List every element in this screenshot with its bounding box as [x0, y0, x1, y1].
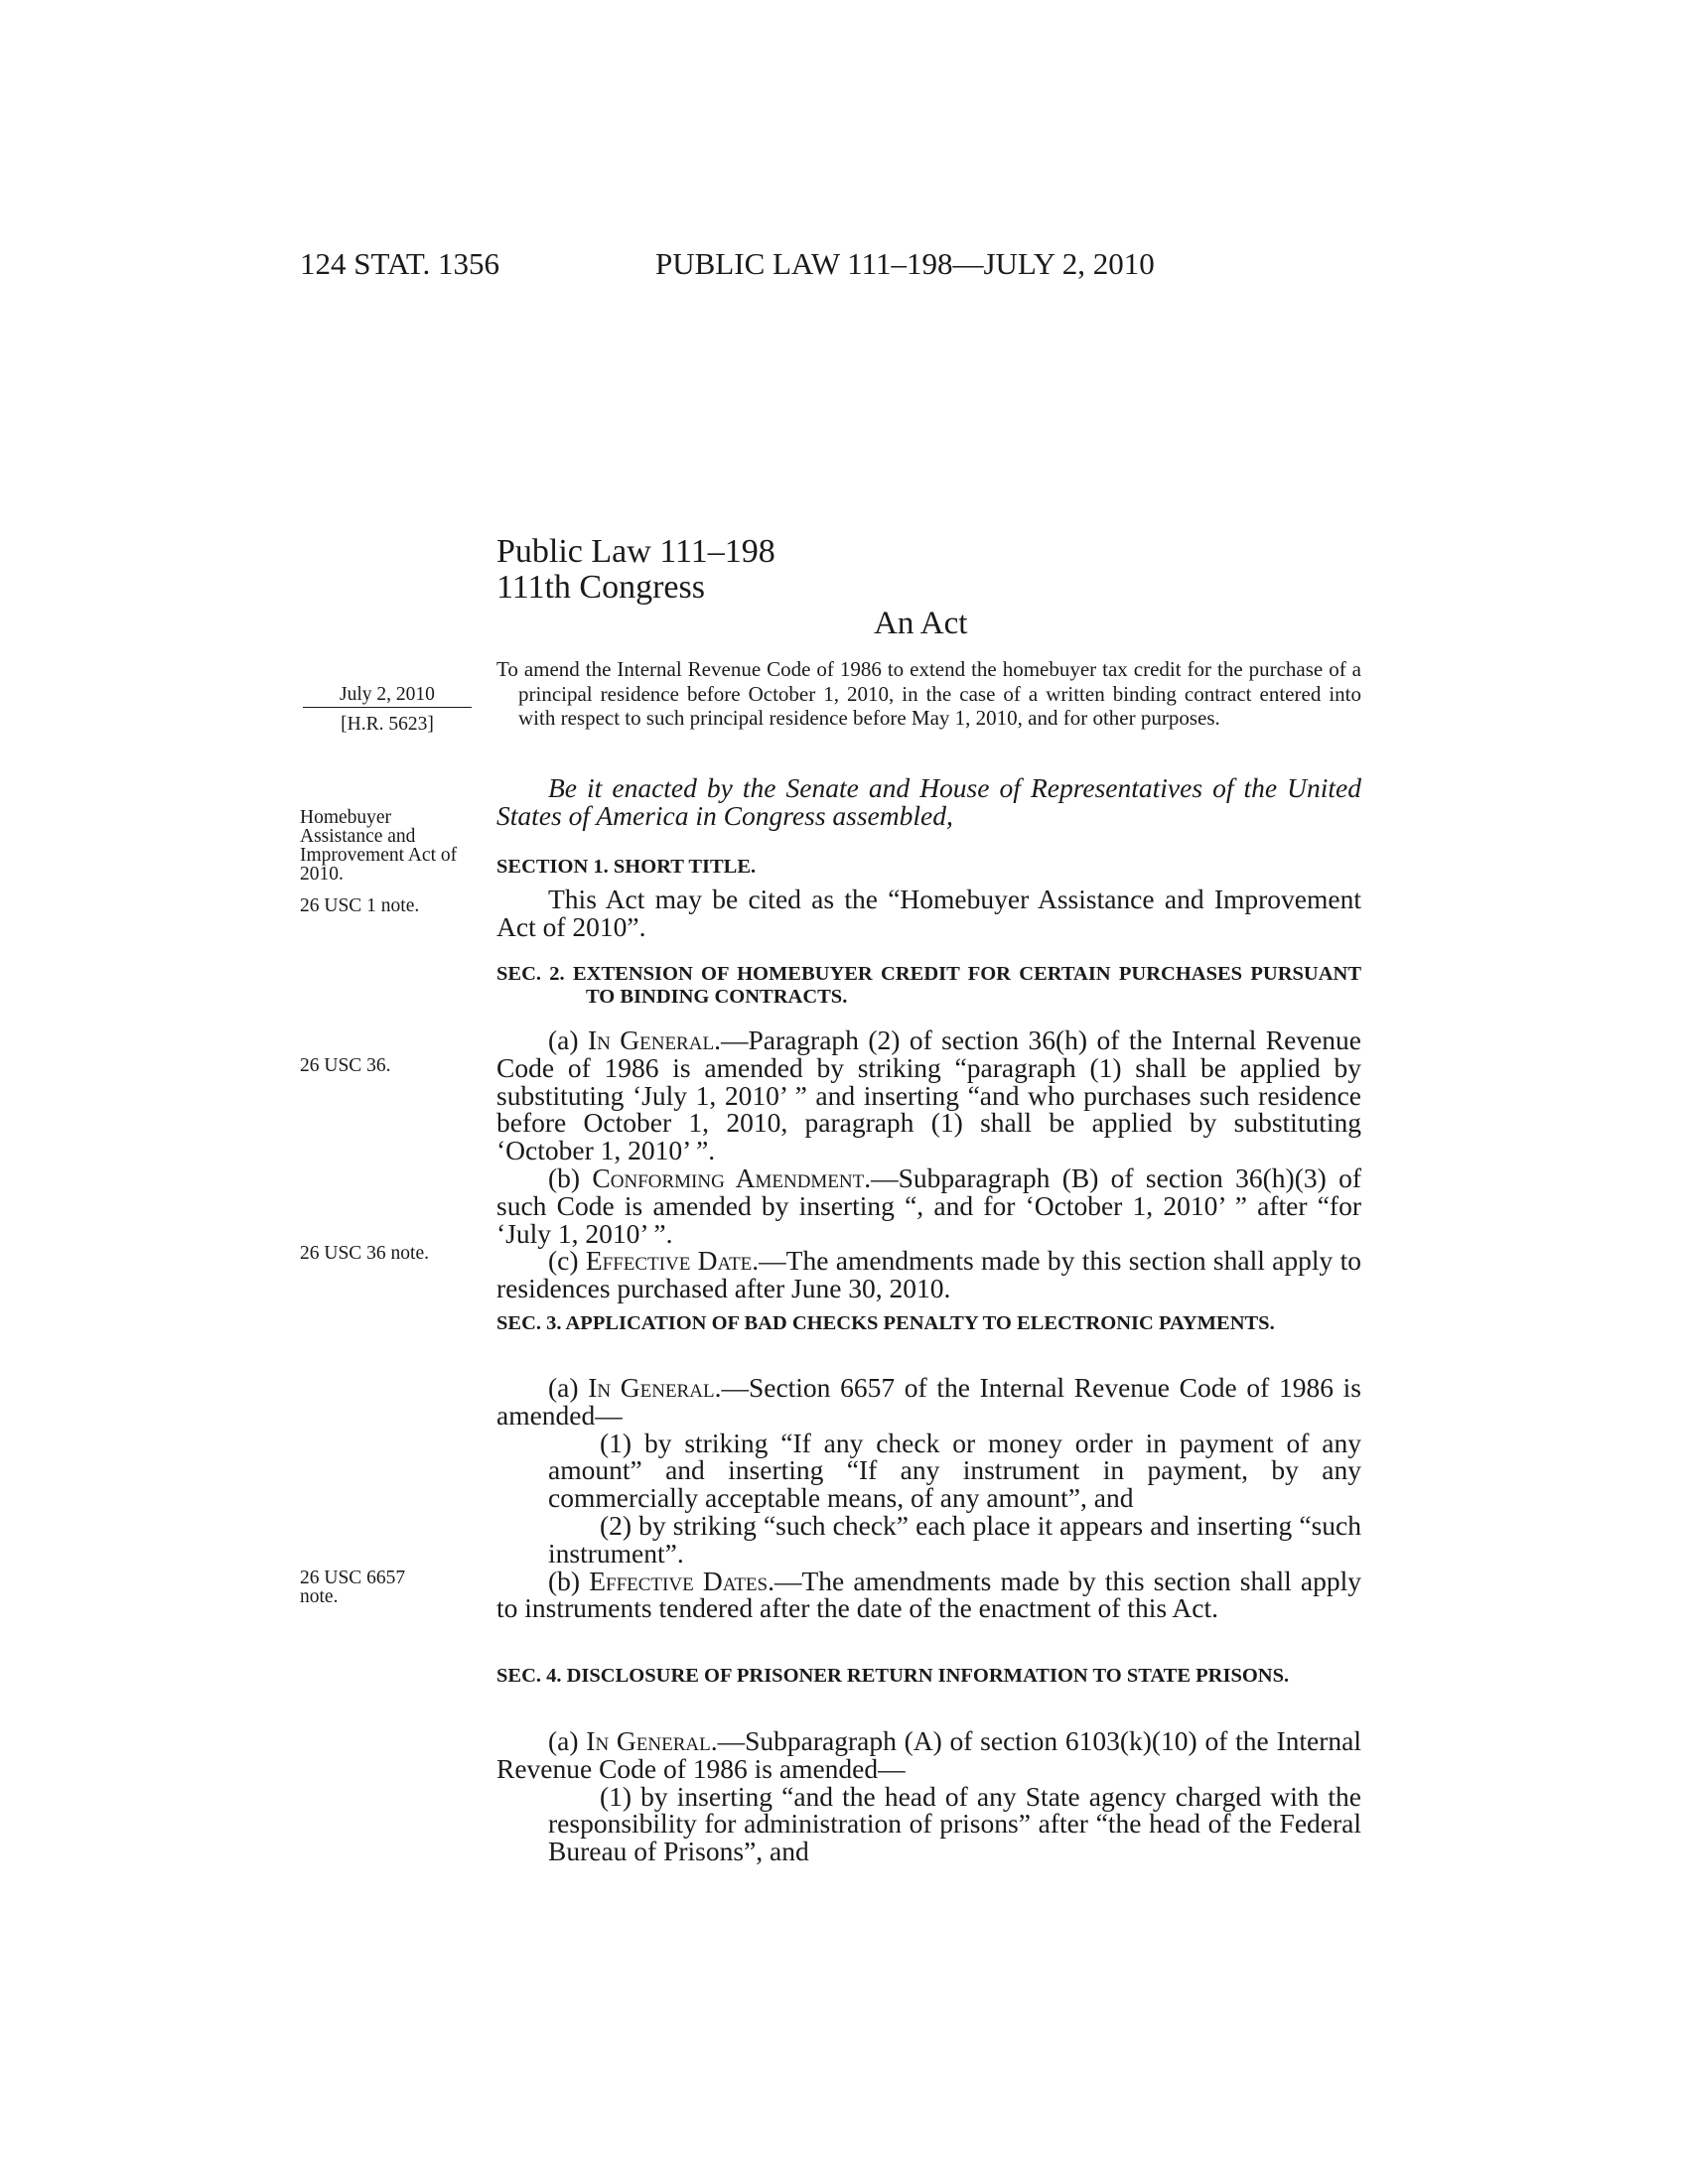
- section-3-subsection-b: (b) Effective Dates.—The amendments made by this section shall apply to instruments tendered after the date of the enactment of this Act.: [496, 1565, 1361, 1624]
- section-1-heading: SECTION 1. SHORT TITLE.: [496, 856, 757, 878]
- section-3-body: [496, 1374, 1361, 1622]
- section-4-heading: SEC. 4. DISCLOSURE OF PRISONER RETURN INFORMATION TO STATE PRISONS.: [496, 1665, 1290, 1687]
- enacting-clause: Be it enacted by the Senate and House of Representatives of the United States of America in Congress assembled,: [496, 772, 1361, 831]
- section-2-heading: SEC. 2. EXTENSION OF HOMEBUYER CREDIT FOR CERTAIN PURCHASES PURSUANT TO BINDING CONTRACTS.: [496, 963, 1361, 1008]
- section-2-subsection-a: (a) In General.—Paragraph (2) of section 36(h) of the Internal Revenue Code of 1986 is amended by striking “paragraph (1) shall be applied by substituting ‘July 1, 2010’ ” and inserting “and who purchases such residence before October 1, 2010, paragraph (1) shall be applied by substituting ‘October 1, 2010’ ”.: [496, 1024, 1361, 1166]
- section-4-subsection-a: (a) In General.—Subparagraph (A) of section 6103(k)(10) of the Internal Revenue Code of 1986 is amended—: [496, 1725, 1361, 1784]
- enacting-clause-block: [496, 774, 1361, 830]
- margin-usc-36-note: 26 USC 36 note.: [300, 1243, 430, 1264]
- margin-short-title: Homebuyer Assistance and Improvement Act of 2010.: [300, 807, 458, 885]
- stat-citation: 124 STAT. 1356: [300, 246, 500, 281]
- section-3-paragraph-2: (2) by striking “such check” each place it appears and inserting “such instrument”.: [548, 1509, 1361, 1569]
- margin-usc-6657-note: 26 USC 6657 note.: [300, 1568, 406, 1607]
- section-1-text: This Act may be cited as the “Homebuyer Assistance and Improvement Act of 2010”.: [496, 884, 1361, 942]
- section-3-paragraph-1: (1) by striking “If any check or money order in payment of any amount” and inserting “If any instrument in payment, by any commercially acceptable means, of any amount”, and: [548, 1427, 1361, 1514]
- section-2-subsection-b: (b) Conforming Amendment.—Subparagraph (B) of section 36(h)(3) of such Code is amended by inserting “, and for ‘October 1, 2010’ ” after “for ‘July 1, 2010’ ”.: [496, 1161, 1361, 1249]
- law-number: Public Law 111–198: [496, 533, 775, 570]
- margin-divider: [303, 707, 472, 708]
- section-3-heading: SEC. 3. APPLICATION OF BAD CHECKS PENALTY TO ELECTRONIC PAYMENTS.: [496, 1312, 1275, 1334]
- section-2-subsection-c: (c) Effective Date.—The amendments made by this section shall apply to residences purchased after June 30, 2010.: [496, 1245, 1361, 1304]
- section-2-body: [496, 1026, 1361, 1302]
- margin-usc-1-note: 26 USC 1 note.: [300, 895, 420, 916]
- act-label: An Act: [874, 606, 968, 641]
- margin-bill-number: [H.R. 5623]: [341, 714, 434, 735]
- long-title: To amend the Internal Revenue Code of 1986 to extend the homebuyer tax credit for the purchase of a principal residence before October 1, 2010, in the case of a written binding contract entered into with respect to such principal residence before May 1, 2010, and for other purposes.: [496, 657, 1361, 731]
- section-3-heading-block: [496, 1312, 1361, 1335]
- section-3-subsection-a: (a) In General.—Section 6657 of the Internal Revenue Code of 1986 is amended—: [496, 1372, 1362, 1431]
- section-1: [496, 856, 1361, 879]
- section-2-heading-block: [496, 963, 1361, 1009]
- section-4-heading-block: [496, 1665, 1361, 1688]
- congress: 111th Congress: [496, 569, 705, 606]
- section-4-paragraph-1: (1) by inserting “and the head of any State agency charged with the responsibility for administration of prisons” after “the head of the Federal Bureau of Prisons”, and: [548, 1780, 1361, 1867]
- margin-usc-36: 26 USC 36.: [300, 1055, 391, 1076]
- section-1-body: [496, 886, 1361, 941]
- running-title: PUBLIC LAW 111–198—JULY 2, 2010: [655, 246, 1155, 281]
- margin-date: July 2, 2010: [340, 684, 435, 705]
- section-4-body: [496, 1727, 1361, 1865]
